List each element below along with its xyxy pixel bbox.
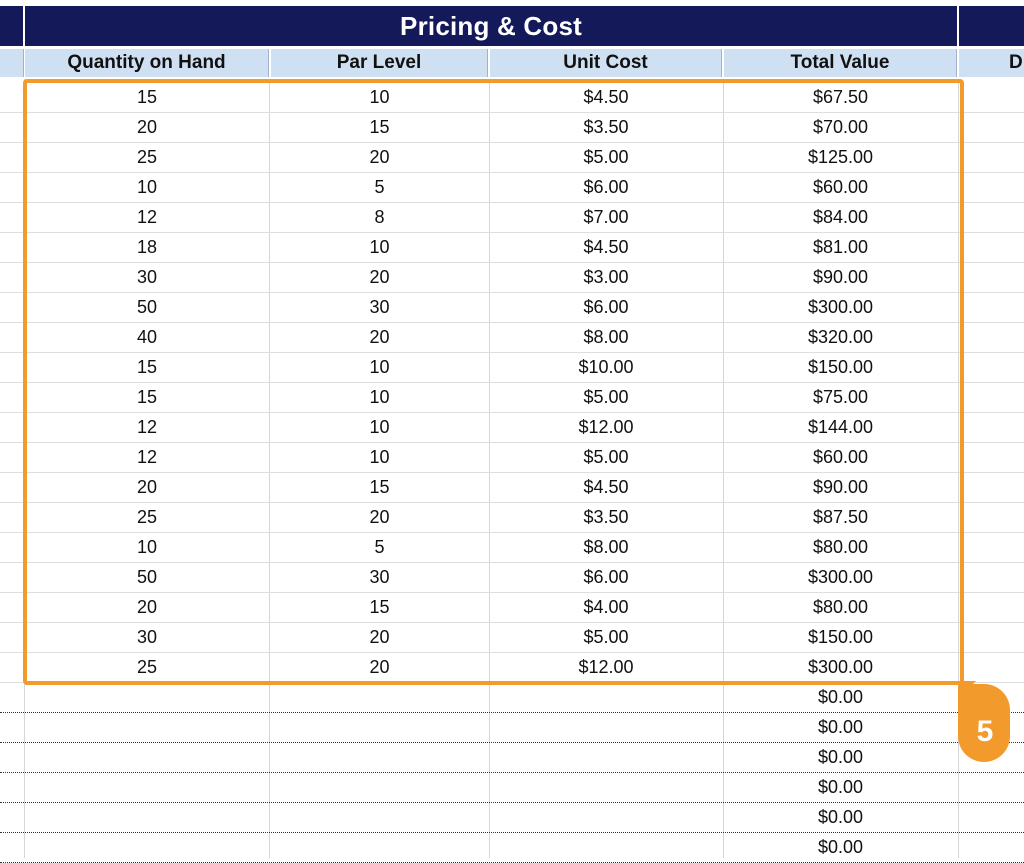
quantity-on-hand-cell[interactable]: 15 bbox=[136, 356, 158, 377]
unit-cost-cell[interactable]: $4.50 bbox=[583, 86, 629, 107]
empty-table-row bbox=[0, 682, 1024, 713]
unit-cost-cell[interactable]: $10.00 bbox=[578, 356, 634, 377]
total-value-cell[interactable]: $90.00 bbox=[812, 266, 869, 287]
table-row bbox=[0, 82, 1024, 113]
table-row bbox=[0, 472, 1024, 503]
table-row bbox=[0, 232, 1024, 263]
quantity-on-hand-cell[interactable]: 25 bbox=[136, 146, 158, 167]
quantity-on-hand-cell[interactable]: 25 bbox=[136, 656, 158, 677]
par-level-cell[interactable]: 15 bbox=[369, 596, 390, 617]
unit-cost-cell[interactable]: $3.50 bbox=[583, 116, 629, 137]
header-total-value[interactable]: Total Value bbox=[724, 49, 957, 77]
quantity-on-hand-cell[interactable]: 10 bbox=[136, 176, 158, 197]
par-level-cell[interactable]: 30 bbox=[369, 296, 390, 317]
table-row bbox=[0, 202, 1024, 233]
table-row bbox=[0, 622, 1024, 653]
table-row bbox=[0, 442, 1024, 473]
total-value-cell[interactable]: $0.00 bbox=[817, 746, 864, 767]
table-row bbox=[0, 322, 1024, 353]
table-row bbox=[0, 562, 1024, 593]
table-row bbox=[0, 292, 1024, 323]
table-row bbox=[0, 502, 1024, 533]
par-level-cell[interactable]: 20 bbox=[369, 626, 390, 647]
par-level-cell[interactable]: 8 bbox=[374, 206, 385, 227]
total-value-cell[interactable]: $84.00 bbox=[812, 206, 869, 227]
section-title-band[interactable] bbox=[25, 6, 957, 46]
total-value-cell[interactable]: $0.00 bbox=[817, 776, 864, 797]
unit-cost-cell[interactable]: $5.00 bbox=[583, 626, 629, 647]
title-band-right bbox=[959, 6, 1024, 46]
quantity-on-hand-cell[interactable]: 15 bbox=[136, 386, 158, 407]
par-level-cell[interactable]: 20 bbox=[369, 146, 390, 167]
quantity-on-hand-cell[interactable]: 20 bbox=[136, 116, 158, 137]
par-level-cell[interactable]: 10 bbox=[369, 416, 390, 437]
par-level-cell[interactable]: 20 bbox=[369, 506, 390, 527]
quantity-on-hand-cell[interactable]: 10 bbox=[136, 536, 158, 557]
empty-table-row bbox=[0, 772, 1024, 803]
quantity-on-hand-cell[interactable]: 50 bbox=[136, 566, 158, 587]
par-level-cell[interactable]: 10 bbox=[369, 446, 390, 467]
unit-cost-cell[interactable]: $4.50 bbox=[583, 236, 629, 257]
unit-cost-cell[interactable]: $7.00 bbox=[583, 206, 629, 227]
quantity-on-hand-cell[interactable]: 12 bbox=[136, 446, 158, 467]
par-level-cell[interactable]: 10 bbox=[369, 236, 390, 257]
par-level-cell[interactable]: 5 bbox=[374, 536, 385, 557]
unit-cost-cell[interactable]: $5.00 bbox=[583, 146, 629, 167]
total-value-cell[interactable]: $150.00 bbox=[807, 626, 874, 647]
quantity-on-hand-cell[interactable]: 30 bbox=[136, 626, 158, 647]
header-quantity-on-hand[interactable]: Quantity on Hand bbox=[25, 49, 269, 77]
total-value-cell[interactable]: $81.00 bbox=[812, 236, 869, 257]
title-band-left bbox=[0, 6, 23, 46]
par-level-cell[interactable]: 10 bbox=[369, 386, 390, 407]
par-level-cell[interactable]: 5 bbox=[374, 176, 385, 197]
total-value-cell[interactable]: $144.00 bbox=[807, 416, 874, 437]
total-value-cell[interactable]: $67.50 bbox=[812, 86, 869, 107]
unit-cost-cell[interactable]: $5.00 bbox=[583, 386, 629, 407]
table-row bbox=[0, 112, 1024, 143]
unit-cost-cell[interactable]: $12.00 bbox=[578, 416, 634, 437]
empty-table-row bbox=[0, 832, 1024, 863]
quantity-on-hand-cell[interactable]: 18 bbox=[136, 236, 158, 257]
unit-cost-cell[interactable]: $8.00 bbox=[583, 326, 629, 347]
header-next-column-partial[interactable]: D bbox=[959, 49, 1024, 77]
quantity-on-hand-cell[interactable]: 12 bbox=[136, 416, 158, 437]
total-value-cell[interactable]: $300.00 bbox=[807, 566, 874, 587]
table-row bbox=[0, 352, 1024, 383]
unit-cost-cell[interactable]: $12.00 bbox=[578, 656, 634, 677]
empty-table-row bbox=[0, 742, 1024, 773]
unit-cost-cell[interactable]: $3.50 bbox=[583, 506, 629, 527]
total-value-cell[interactable]: $60.00 bbox=[812, 446, 869, 467]
unit-cost-cell[interactable]: $6.00 bbox=[583, 296, 629, 317]
par-level-cell[interactable]: 20 bbox=[369, 326, 390, 347]
quantity-on-hand-cell[interactable]: 50 bbox=[136, 296, 158, 317]
quantity-on-hand-cell[interactable]: 40 bbox=[136, 326, 158, 347]
total-value-cell[interactable]: $75.00 bbox=[812, 386, 869, 407]
total-value-cell[interactable]: $0.00 bbox=[817, 836, 864, 857]
table-row bbox=[0, 262, 1024, 293]
par-level-cell[interactable]: 15 bbox=[369, 116, 390, 137]
total-value-cell[interactable]: $90.00 bbox=[812, 476, 869, 497]
table-row bbox=[0, 142, 1024, 173]
total-value-cell[interactable]: $125.00 bbox=[807, 146, 874, 167]
unit-cost-cell[interactable]: $4.00 bbox=[583, 596, 629, 617]
table-row bbox=[0, 652, 1024, 683]
table-row bbox=[0, 172, 1024, 203]
quantity-on-hand-cell[interactable]: 25 bbox=[136, 506, 158, 527]
table-row bbox=[0, 532, 1024, 563]
total-value-cell[interactable]: $80.00 bbox=[812, 596, 869, 617]
table-row bbox=[0, 592, 1024, 623]
total-value-cell[interactable]: $150.00 bbox=[807, 356, 874, 377]
unit-cost-cell[interactable]: $8.00 bbox=[583, 536, 629, 557]
quantity-on-hand-cell[interactable]: 15 bbox=[136, 86, 158, 107]
par-level-cell[interactable]: 10 bbox=[369, 356, 390, 377]
quantity-on-hand-cell[interactable]: 20 bbox=[136, 596, 158, 617]
par-level-cell[interactable]: 20 bbox=[369, 266, 390, 287]
par-level-cell[interactable]: 15 bbox=[369, 476, 390, 497]
total-value-cell[interactable]: $60.00 bbox=[812, 176, 869, 197]
quantity-on-hand-cell[interactable]: 30 bbox=[136, 266, 158, 287]
total-value-cell[interactable]: $0.00 bbox=[817, 716, 864, 737]
unit-cost-cell[interactable]: $3.00 bbox=[583, 266, 629, 287]
quantity-on-hand-cell[interactable]: 12 bbox=[136, 206, 158, 227]
header-cell-left-partial[interactable] bbox=[0, 49, 24, 77]
table-row bbox=[0, 412, 1024, 443]
par-level-cell[interactable]: 20 bbox=[369, 656, 390, 677]
step-number: 5 bbox=[976, 715, 994, 748]
step-callout-badge bbox=[958, 684, 1010, 762]
unit-cost-cell[interactable]: $6.00 bbox=[583, 566, 629, 587]
total-value-cell[interactable]: $80.00 bbox=[812, 536, 869, 557]
total-value-cell[interactable]: $87.50 bbox=[812, 506, 869, 527]
empty-table-row bbox=[0, 712, 1024, 743]
par-level-cell[interactable]: 30 bbox=[369, 566, 390, 587]
total-value-cell[interactable]: $300.00 bbox=[807, 296, 874, 317]
unit-cost-cell[interactable]: $5.00 bbox=[583, 446, 629, 467]
total-value-cell[interactable]: $0.00 bbox=[817, 806, 864, 827]
unit-cost-cell[interactable]: $6.00 bbox=[583, 176, 629, 197]
unit-cost-cell[interactable]: $4.50 bbox=[583, 476, 629, 497]
par-level-cell[interactable]: 10 bbox=[369, 86, 390, 107]
total-value-cell[interactable]: $0.00 bbox=[817, 686, 864, 707]
header-unit-cost[interactable]: Unit Cost bbox=[490, 49, 722, 77]
total-value-cell[interactable]: $320.00 bbox=[807, 326, 874, 347]
section-title: Pricing & Cost bbox=[400, 10, 582, 41]
empty-table-row bbox=[0, 802, 1024, 833]
table-row bbox=[0, 382, 1024, 413]
quantity-on-hand-cell[interactable]: 20 bbox=[136, 476, 158, 497]
total-value-cell[interactable]: $70.00 bbox=[812, 116, 869, 137]
total-value-cell[interactable]: $300.00 bbox=[807, 656, 874, 677]
header-par-level[interactable]: Par Level bbox=[271, 49, 488, 77]
